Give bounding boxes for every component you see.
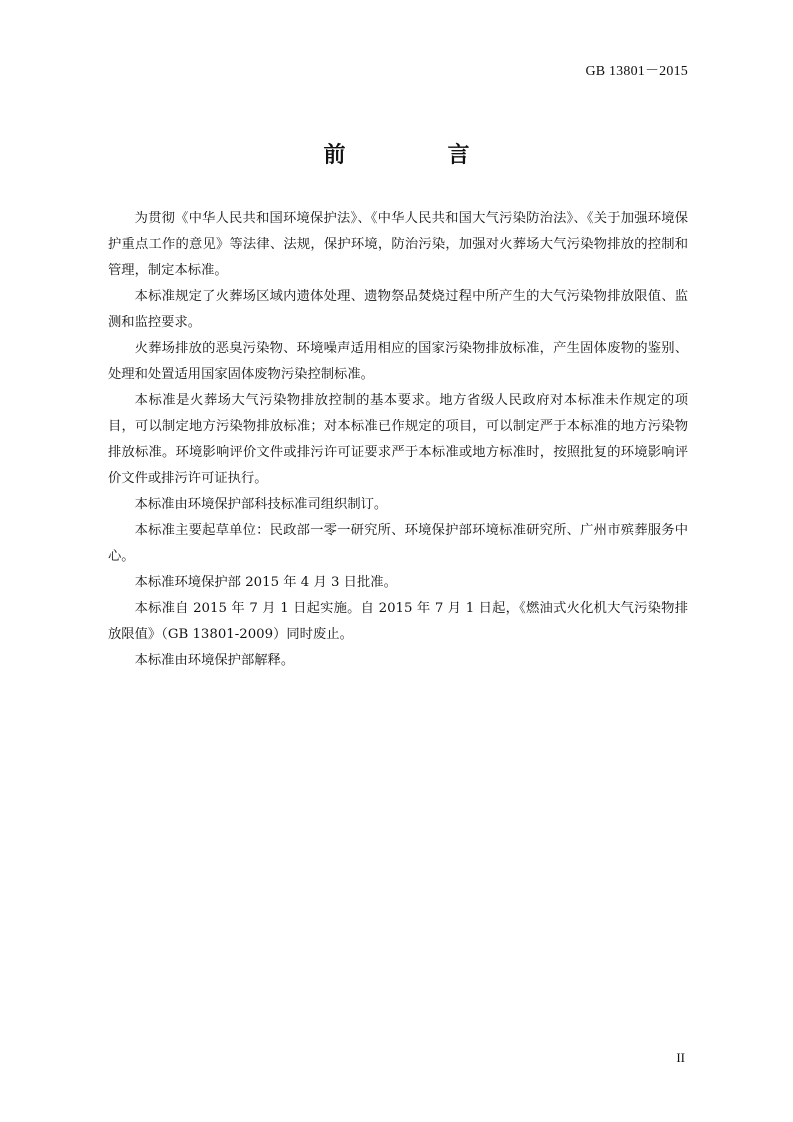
- paragraph-organizer: 本标准由环境保护部科技标准司组织制订。: [134, 497, 388, 512]
- paragraph-scope: 本标准规定了火葬场区域内遗体处理、遗物祭品焚烧过程中所产生的大气污染物排放限值、监测和监控要求。: [108, 289, 688, 330]
- paragraph-interpretation: 本标准由环境保护部解释。: [134, 653, 295, 668]
- paragraph-basic-requirements: 本标准是火葬场大气污染物排放控制的基本要求。地方省级人民政府对本标准未作规定的项目，可以制定地方污染物排放标准；对本标准已作规定的项目，可以制定严于本标准的地方污染物排放标准。环境影响评价文件或排污许可证要求严于本标准或地方标准时，按照批复的环境影响评价文件或排污许可证执行。: [108, 393, 688, 486]
- paragraph-applicable-standards: 火葬场排放的恶臭污染物、环境噪声适用相应的国家污染物排放标准，产生固体废物的鉴别、处理和处置适用国家固体废物污染控制标准。: [108, 341, 688, 382]
- foreword-body: [108, 206, 688, 674]
- paragraph-effective-date: 本标准自 2015 年 7 月 1 日起实施。自 2015 年 7 月 1 日起，《燃油式火化机大气污染物排放限值》（GB 13801-2009）同时废止。: [108, 601, 688, 642]
- page-title: 前 言: [323, 143, 510, 168]
- paragraph-drafting-units: 本标准主要起草单位：民政部一零一研究所、环境保护部环境标准研究所、广州市殡葬服务中心。: [108, 523, 688, 564]
- paragraph-legal-basis: 为贯彻《中华人民共和国环境保护法》、《中华人民共和国大气污染防治法》、《关于加强环境保护重点工作的意见》等法律、法规，保护环境，防治污染，加强对火葬场大气污染物排放的控制和管理，制定本标准。: [108, 211, 688, 278]
- page-number: II: [676, 1050, 685, 1065]
- paragraph-approval-date: 本标准环境保护部 2015 年 4 月 3 日批准。: [134, 575, 397, 590]
- standard-code-header: GB 13801－2015: [585, 64, 688, 79]
